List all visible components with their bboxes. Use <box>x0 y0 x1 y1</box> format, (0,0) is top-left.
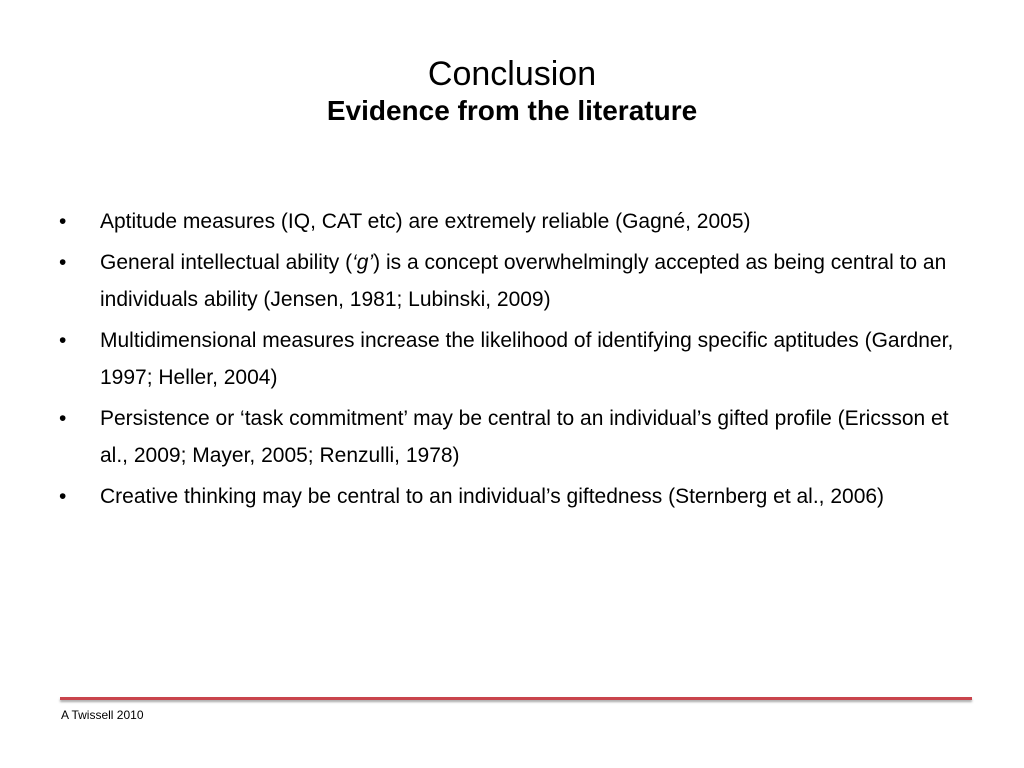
bullet-item <box>59 400 959 474</box>
bullet-item <box>59 244 959 318</box>
bullet-text: Creative thinking may be central to an individual’s giftedness (Sternberg et al., 2006) <box>100 485 885 508</box>
bullet-item <box>59 322 959 396</box>
bullet-icon: • <box>59 210 67 233</box>
bullet-icon: • <box>59 251 67 274</box>
bullet-item <box>59 478 959 515</box>
slide-title: Conclusion <box>427 55 597 93</box>
footer-credit: A Twissell 2010 <box>61 708 144 722</box>
bullet-text: Persistence or ‘task commitment’ may be central to an individual’s gifted profile (Ericsson et al., 2009; Mayer, 2005; Renzulli, 1978) <box>100 407 949 467</box>
bullet-text-start: General intellectual ability ( <box>100 251 353 274</box>
bullet-text-end: ) is a concept overwhelmingly accepted as being central to an individuals ability (Jensen, 1981; Lubinski, 2009) <box>100 251 947 311</box>
title-block <box>0 54 1024 128</box>
slide-subtitle: Evidence from the literature <box>326 95 698 126</box>
bullet-icon: • <box>59 485 67 508</box>
bullet-icon: • <box>59 329 67 352</box>
bullet-item <box>59 203 959 240</box>
bullet-text: Aptitude measures (IQ, CAT etc) are extremely reliable (Gagné, 2005) <box>100 210 751 233</box>
bullet-text: Multidimensional measures increase the likelihood of identifying specific aptitudes (Gardner, 1997; Heller, 2004) <box>100 329 954 389</box>
bullet-icon: • <box>59 407 67 430</box>
bullet-list <box>59 203 959 519</box>
bullet-text-italic: ‘g’ <box>352 251 374 274</box>
footer-divider <box>60 697 972 700</box>
